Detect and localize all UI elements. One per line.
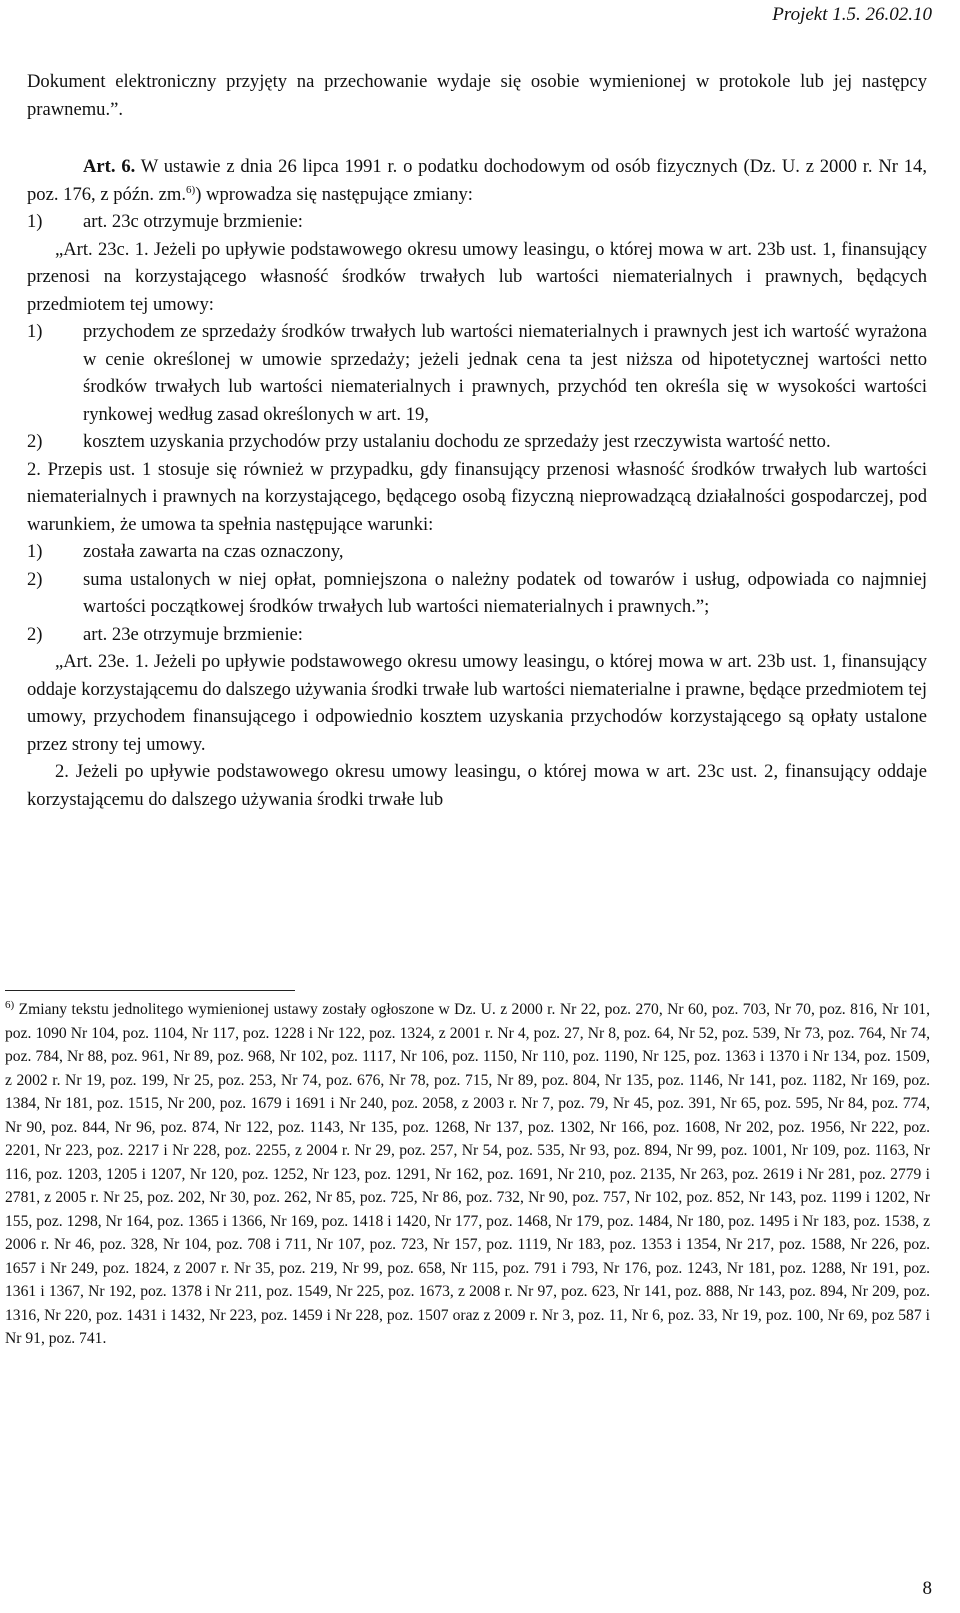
list-text: kosztem uzyskania przychodów przy ustalaniu dochodu ze sprzedaży jest rzeczywista wartość netto. bbox=[83, 431, 831, 452]
art23e-paragraph-2: 2. Jeżeli po upływie podstawowego okresu umowy leasingu, o której mowa w art. 23c ust. 2, finansujący oddaje korzystającemu do dalszego używania środki trwałe lub bbox=[27, 761, 927, 810]
art23c-paragraph-2: 2. Przepis ust. 1 stosuje się również w przypadku, gdy finansujący przenosi własność środków trwałych lub wartości niematerialnych i prawnych na korzystającego, będącego osobą fizyczną nieprowadzącą działalności gospodarczej, pod warunkiem, że umowa ta spełnia następujące warunki: bbox=[27, 458, 927, 535]
condition-item bbox=[27, 566, 927, 621]
page-number: 8 bbox=[922, 1578, 932, 1599]
item-number: 2) bbox=[27, 623, 43, 645]
list-text: przychodem ze sprzedaży środków trwałych lub wartości niematerialnych i prawnych jest ich wartość wyrażona w cenie określonej w umowie sprzedaży; jeżeli jednak cena ta jest niższa od hipotetycznej wartości netto środków trwałych lub wartości niematerialnych i prawnych, przychód ten określa się w wysokości wartości rynkowej według zasad określonych w art. 19, bbox=[83, 321, 927, 425]
amendment-item-1 bbox=[27, 208, 927, 236]
footnote-text: Zmiany tekstu jednolitego wymienionej ustawy zostały ogłoszone w Dz. U. z 2000 r. Nr 22, poz. 270, Nr 60, poz. 703, Nr 70, poz. 816, Nr 101, poz. 1090 Nr 104, poz. 1104, Nr 117, poz. 1228 i Nr 122, poz. 1324, z 2001 r. Nr 4, poz. 27, Nr 8, poz. 64, Nr 52, poz. 539, Nr 73, poz. 764, Nr 74, poz. 784, Nr 88, poz. 961, Nr 89, poz. 968, Nr 102, poz. 1117, Nr 106, poz. 1150, Nr 110, poz. 1190, Nr 125, poz. 1363 i 1370 i Nr 134, poz. 1509, z 2002 r. Nr 19, poz. 199, Nr 25, poz. 253, Nr 74, poz. 676, Nr 78, poz. 715, Nr 89, poz. 804, Nr 135, poz. 1146, Nr 141, poz. 1182, Nr 169, poz. 1384, Nr 181, poz. 1515, Nr 200, poz. 1679 i 1691 i Nr 240, poz. 2058, z 2003 r. Nr 7, poz. 79, Nr 45, poz. 391, Nr 65, poz. 595, Nr 84, poz. 774, Nr 90, poz. 844, Nr 96, poz. 874, Nr 122, poz. 1143, Nr 135, poz. 1268, Nr 137, poz. 1302, Nr 166, poz. 1608, Nr 202, poz. 1956, Nr 222, poz. 2201, Nr 223, poz. 2217 i Nr 228, poz. 2255, z 2004 r. Nr 29, poz. 257, Nr 54, poz. 535, Nr 93, poz. 894, Nr 99, poz. 1001, Nr 109, poz. 1163, Nr 116, poz. 1203, 1205 i 1207, Nr 120, poz. 1252, Nr 123, poz. 1291, Nr 162, poz. 1691, Nr 210, poz. 2135, Nr 263, poz. 2619 i Nr 281, poz. 2779 i 2781, z 2005 r. Nr 25, poz. 202, Nr 30, poz. 262, Nr 85, poz. 725, Nr 86, poz. 732, Nr 90, poz. 757, Nr 102, poz. 852, Nr 143, poz. 1199 i 1202, Nr 155, poz. 1298, Nr 164, poz. 1365 i 1366, Nr 169, poz. 1418 i 1420, Nr 177, poz. 1468, Nr 179, poz. 1484, Nr 180, poz. 1495 i Nr 183, poz. 1538, z 2006 r. Nr 46, poz. 328, Nr 104, poz. 708 i 711, Nr 107, poz. 723, Nr 157, poz. 1119, Nr 183, poz. 1353 i 1354, Nr 217, poz. 1588, Nr 226, poz. 1657 i Nr 249, poz. 1824, z 2007 r. Nr 35, poz. 219, Nr 99, poz. 658, Nr 115, poz. 791 i 793, Nr 176, poz. 1243, Nr 181, poz. 1288, Nr 191, poz. 1361 i 1367, Nr 192, poz. 1378 i Nr 211, poz. 1549, Nr 225, poz. 1673, z 2008 r. Nr 97, poz. 623, Nr 141, poz. 888, Nr 143, poz. 894, Nr 209, poz. 1316, Nr 220, poz. 1431 i 1432, Nr 223, poz. 1459 i Nr 228, poz. 1507 oraz z 2009 r. Nr 3, poz. 11, Nr 6, poz. 33, Nr 19, poz. 100, Nr 69, poz 587 i Nr 91, poz. 741. bbox=[5, 1001, 930, 1347]
amendment-item-2 bbox=[27, 621, 927, 649]
condition-item bbox=[27, 538, 927, 566]
footnote-separator bbox=[5, 990, 295, 991]
art23c-list-item bbox=[27, 428, 927, 456]
art23e-paragraph-1: „Art. 23e. 1. Jeżeli po upływie podstawowego okresu umowy leasingu, o której mowa w art. 23b ust. 1, finansujący oddaje korzystającemu do dalszego używania środki trwałe lub wartości niematerialne i prawne, będące przedmiotem tej umowy, przychodem finansującego i odpowiednio kosztem uzyskania przychodów korzystającego są opłaty ustalone przez strony tej umowy. bbox=[27, 651, 927, 755]
article-6-text-end: ) wprowadza się następujące zmiany: bbox=[195, 183, 473, 205]
item-number: 1) bbox=[27, 211, 43, 232]
condition-text: została zawarta na czas oznaczony, bbox=[83, 541, 344, 562]
footnote-number: 6) bbox=[5, 998, 15, 1011]
project-header: Projekt 1.5. 26.02.10 bbox=[772, 4, 932, 25]
condition-text: suma ustalonych w niej opłat, pomniejszona o należny podatek od towarów i usług, odpowiada co najmniej wartości początkowej środków trwałych lub wartości niematerialnych i prawnych.”; bbox=[83, 568, 927, 617]
item-text: art. 23c otrzymuje brzmienie: bbox=[83, 211, 303, 232]
art23c-list-item bbox=[27, 318, 927, 428]
condition-number: 1) bbox=[27, 541, 43, 562]
list-number: 2) bbox=[27, 431, 43, 452]
document-body bbox=[27, 68, 927, 813]
list-number: 1) bbox=[27, 321, 43, 342]
paragraph-gap bbox=[27, 123, 927, 153]
article-6 bbox=[27, 153, 927, 208]
article-6-text: W ustawie z dnia 26 lipca 1991 r. o podatku dochodowym od osób fizycznych (Dz. U. z 2000 r. Nr 14, poz. 176, z późn. zm. bbox=[27, 156, 927, 205]
art23c-paragraph-1: „Art. 23c. 1. Jeżeli po upływie podstawowego okresu umowy leasingu, o której mowa w art. 23b ust. 1, finansujący przenosi na korzystającego własność środków trwałych lub wartości niematerialnych i prawnych, będących przedmiotem tej umowy: bbox=[27, 238, 927, 315]
footnote bbox=[5, 998, 930, 1351]
condition-number: 2) bbox=[27, 568, 43, 590]
footnote-ref[interactable]: 6) bbox=[186, 183, 196, 196]
intro-paragraph: Dokument elektroniczny przyjęty na przechowanie wydaje się osobie wymienionej w protokole lub jej następcy prawnemu.”. bbox=[27, 71, 927, 120]
item-text: art. 23e otrzymuje brzmienie: bbox=[83, 623, 303, 645]
article-6-heading: Art. 6. bbox=[83, 156, 136, 177]
